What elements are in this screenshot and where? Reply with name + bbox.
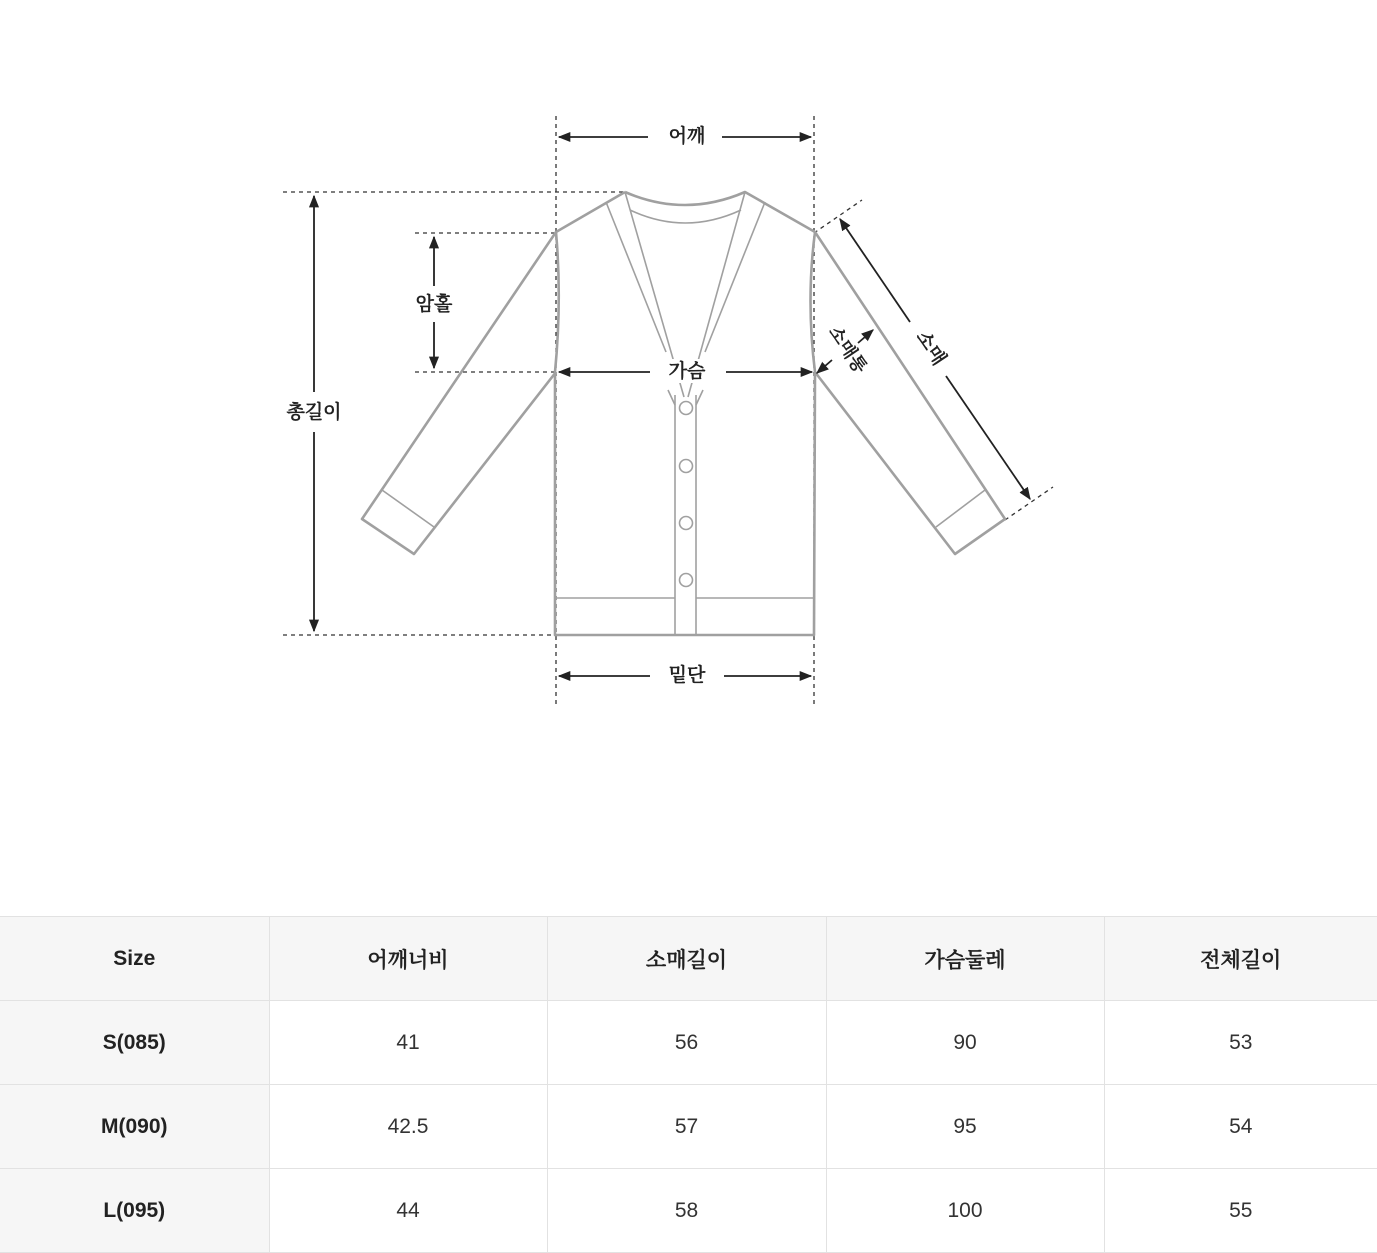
header-size: Size — [0, 917, 269, 1001]
size-cell: L(095) — [0, 1169, 269, 1253]
sleeve-cell: 56 — [547, 1001, 826, 1085]
header-chest: 가슴둘레 — [826, 917, 1104, 1001]
length-cell: 54 — [1104, 1085, 1377, 1169]
header-sleeve-length: 소매길이 — [547, 917, 826, 1001]
total-length-label: 총길이 — [282, 400, 346, 424]
chest-cell: 95 — [826, 1085, 1104, 1169]
size-cell: S(085) — [0, 1001, 269, 1085]
table-row — [0, 1085, 1377, 1169]
shoulder-label: 어깨 — [660, 124, 714, 148]
size-table — [0, 916, 1377, 1253]
table-header-row — [0, 917, 1377, 1001]
dimension-arrows — [314, 137, 1030, 676]
table-row — [0, 1169, 1377, 1253]
shoulder-cell: 42.5 — [269, 1085, 547, 1169]
hem-label: 밑단 — [660, 663, 714, 687]
sleeve-cell: 57 — [547, 1085, 826, 1169]
chest-cell: 90 — [826, 1001, 1104, 1085]
shoulder-cell: 41 — [269, 1001, 547, 1085]
length-cell: 53 — [1104, 1001, 1377, 1085]
sleeve-width-label: 소매통 — [824, 322, 871, 378]
sleeve-cell: 58 — [547, 1169, 826, 1253]
table-row — [0, 1001, 1377, 1085]
header-shoulder-width: 어깨너비 — [269, 917, 547, 1001]
chest-cell: 100 — [826, 1169, 1104, 1253]
chest-label: 가슴 — [660, 359, 714, 383]
length-cell: 55 — [1104, 1169, 1377, 1253]
shoulder-cell: 44 — [269, 1169, 547, 1253]
header-total-length: 전체길이 — [1104, 917, 1377, 1001]
size-cell: M(090) — [0, 1085, 269, 1169]
cardigan-details — [382, 192, 985, 635]
sleeve-label: 소매 — [911, 326, 951, 370]
armhole-label: 암홀 — [408, 292, 460, 316]
